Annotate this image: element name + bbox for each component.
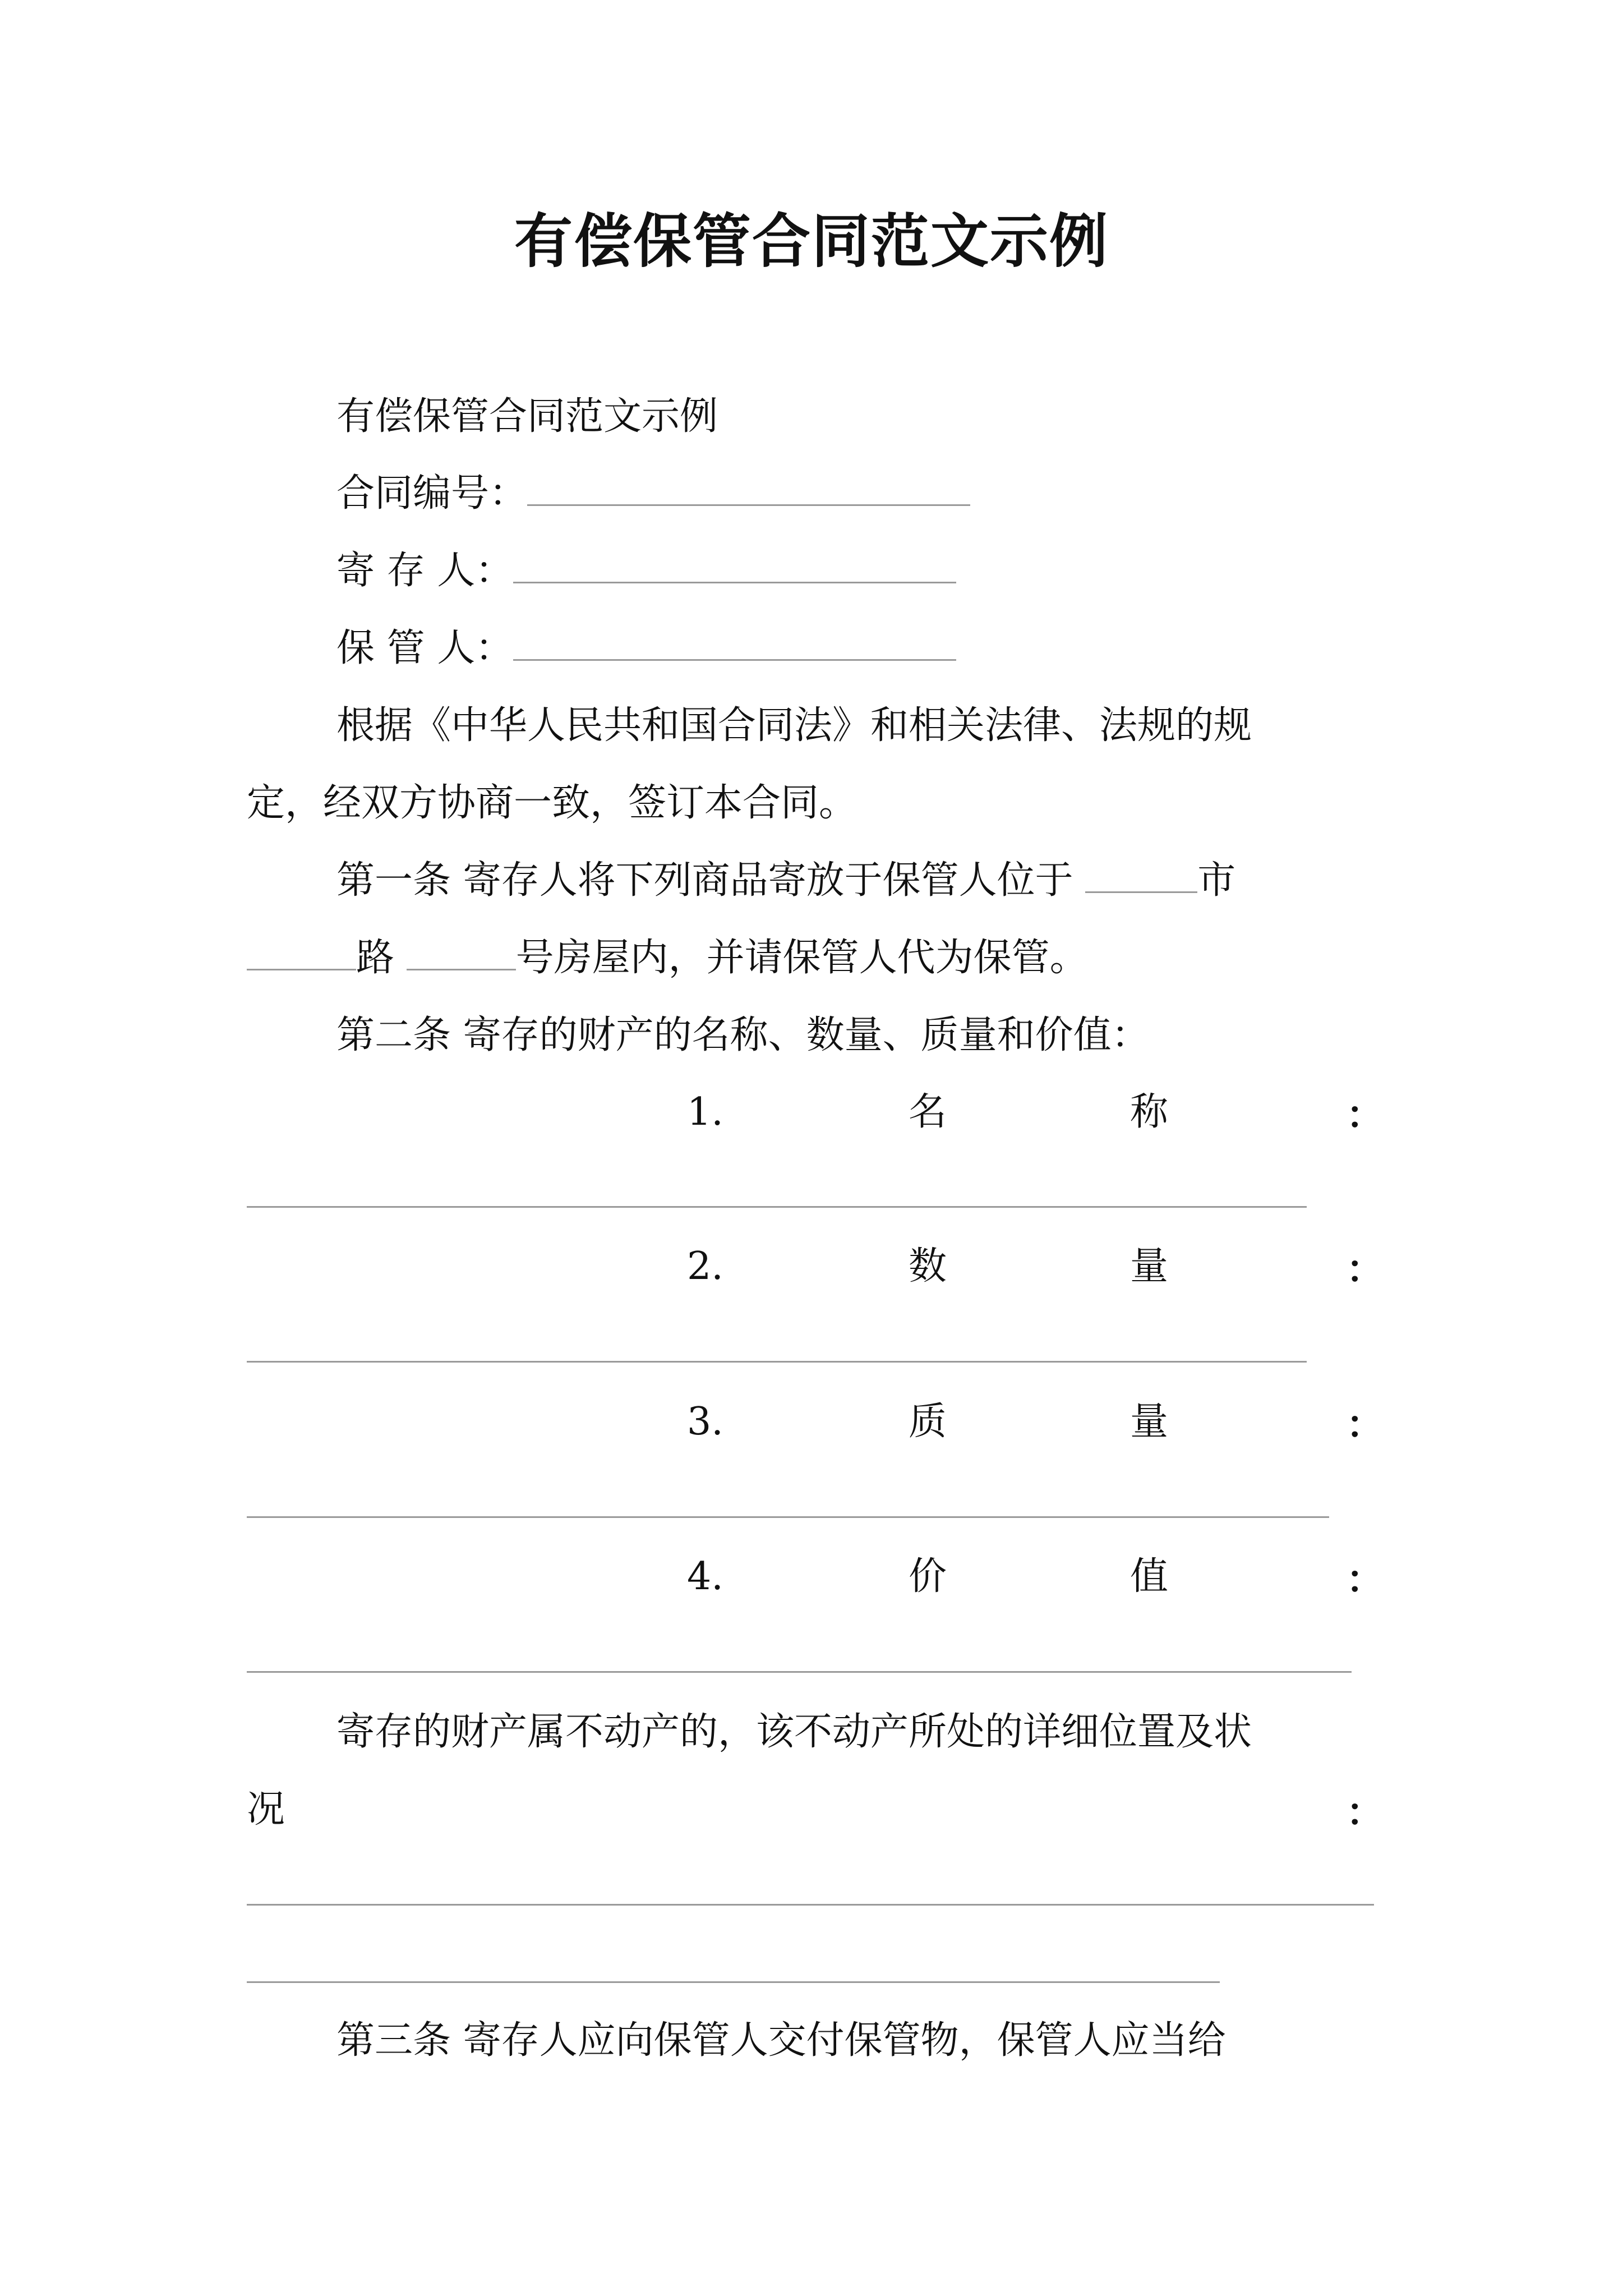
custodian-line	[336, 622, 956, 675]
contract-number-line	[336, 467, 970, 521]
article1-text-b: 市	[1197, 858, 1236, 903]
item-value-blank[interactable]	[247, 1671, 1352, 1673]
contract-number-blank[interactable]	[527, 471, 970, 506]
item-colon: ：	[1346, 1557, 1385, 1602]
item-colon: ：	[1346, 1247, 1385, 1292]
item-label-char: 量	[1130, 1244, 1169, 1289]
custodian-blank[interactable]	[513, 625, 956, 661]
realestate-line2: 况	[247, 1787, 285, 1832]
realestate-blank-2[interactable]	[247, 1981, 1220, 1983]
item-colon: ：	[1346, 1093, 1385, 1138]
article2-heading: 第二条 寄存的财产的名称、数量、质量和价值：	[336, 1013, 1150, 1057]
contract-number-label: 合同编号：	[336, 471, 528, 516]
intro-paragraph-line1: 根据《中华人民共和国合同法》和相关法律、法规的规	[336, 703, 1252, 748]
article1-text-a: 第一条 寄存人将下列商品寄放于保管人位于	[336, 858, 1086, 903]
house-number-blank[interactable]	[407, 935, 516, 970]
item-number: 3.	[687, 1400, 723, 1444]
realestate-line1: 寄存的财产属不动产的，该不动产所处的详细位置及状	[336, 1710, 1252, 1754]
item-quality-blank[interactable]	[247, 1516, 1329, 1518]
item-label-char: 称	[1130, 1090, 1169, 1134]
article1-line2	[247, 931, 1088, 985]
item-quantity-blank[interactable]	[247, 1361, 1307, 1363]
item-number: 4.	[687, 1554, 723, 1599]
item-name-blank[interactable]	[247, 1206, 1307, 1208]
depositor-blank[interactable]	[513, 548, 956, 583]
road-blank[interactable]	[247, 935, 356, 970]
realestate-colon: ：	[1346, 1790, 1385, 1835]
item-label-char: 名	[909, 1090, 947, 1134]
custodian-label: 保 管 人：	[336, 626, 514, 670]
article3-line1: 第三条 寄存人应向保管人交付保管物，保管人应当给	[336, 2018, 1226, 2063]
item-number: 2.	[687, 1244, 723, 1289]
realestate-blank-1[interactable]	[247, 1904, 1374, 1906]
item-label-char: 价	[909, 1554, 947, 1599]
item-label-char: 质	[909, 1400, 947, 1444]
article1-text-d: 号房屋内，并请保管人代为保管。	[515, 936, 1088, 980]
article1-text-c: 路	[356, 936, 407, 980]
intro-paragraph-line2: 定，经双方协商一致，签订本合同。	[247, 781, 857, 825]
depositor-line	[336, 544, 956, 598]
item-label-char: 值	[1130, 1554, 1169, 1599]
item-colon: ：	[1346, 1402, 1385, 1447]
item-label-char: 量	[1130, 1400, 1169, 1444]
item-number: 1.	[687, 1090, 723, 1134]
article1-line1	[336, 854, 1235, 908]
item-label-char: 数	[909, 1244, 947, 1289]
document-title: 有偿保管合同范文示例	[514, 207, 1109, 275]
depositor-label: 寄 存 人：	[336, 549, 514, 593]
city-blank[interactable]	[1085, 858, 1197, 893]
document-subtitle: 有偿保管合同范文示例	[336, 394, 718, 439]
